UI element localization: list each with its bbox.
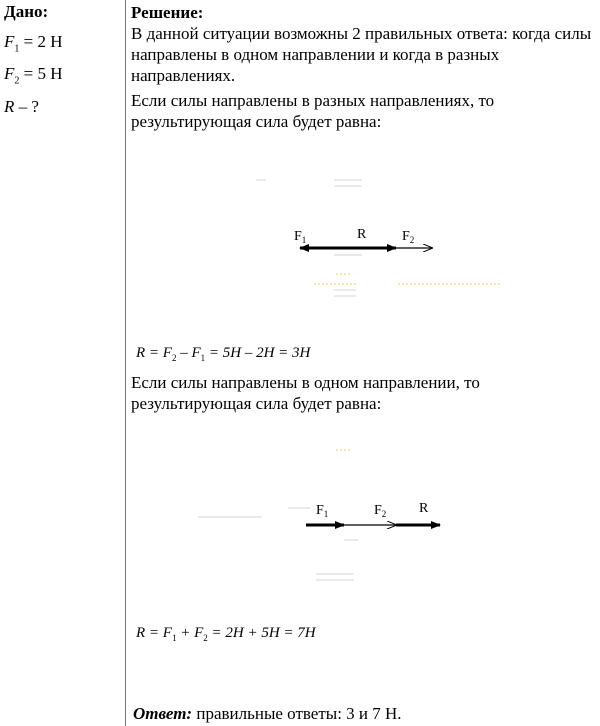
scan-artifacts-1 bbox=[256, 180, 362, 296]
given-title: Дано: bbox=[4, 2, 49, 21]
diagram1-f2-label: $F_2$ bbox=[402, 229, 415, 245]
given-f1-sub: 1 bbox=[14, 43, 20, 55]
given-f1-value: = 2 Н bbox=[19, 32, 63, 51]
given-r-value: – ? bbox=[14, 96, 39, 116]
given-f2-value: = 5 Н bbox=[19, 64, 63, 84]
given-f2-symbol: F bbox=[4, 64, 15, 84]
formula-opposite: $R = F_2 - F_1 = 5H - 2H = 3H$ bbox=[136, 345, 311, 363]
answer-label: Ответ: bbox=[133, 704, 193, 723]
given-f1-symbol: F bbox=[4, 32, 15, 51]
diagram1-r-label: R bbox=[357, 227, 367, 242]
answer-line bbox=[133, 704, 402, 724]
answer-text: правильные ответы: 3 и 7 Н. bbox=[192, 704, 402, 723]
formula-same: $R = F_1 + F_2 = 2H + 5H = 7H$ bbox=[136, 625, 316, 643]
diagram2-f1-label: $F_1$ bbox=[316, 503, 329, 519]
given-r-symbol: R bbox=[4, 96, 15, 116]
diagram2-r-label: R bbox=[419, 501, 429, 516]
solution-opposite-text: Если силы направлены в разных направлениях, то результирующая сила будет равна: bbox=[131, 91, 495, 131]
scan-artifacts-2 bbox=[198, 508, 358, 580]
given-f2-sub: 2 bbox=[14, 75, 20, 87]
diagram1-f1-label: $F_1$ bbox=[294, 229, 307, 245]
scan-artifacts-yellow-1 bbox=[314, 274, 500, 284]
solution-same-text: Если силы направлены в одном направлении, то результирующая сила будет равна: bbox=[131, 373, 480, 413]
solution-title: Решение: bbox=[131, 3, 204, 22]
solution-same-block bbox=[131, 372, 593, 418]
diagram2-f2-label: $F_2$ bbox=[374, 503, 387, 519]
solution-intro: В данной ситуации возможны 2 правильных ответа: когда силы направлены в одном направлении и когда в разных направлениях. bbox=[131, 24, 592, 85]
